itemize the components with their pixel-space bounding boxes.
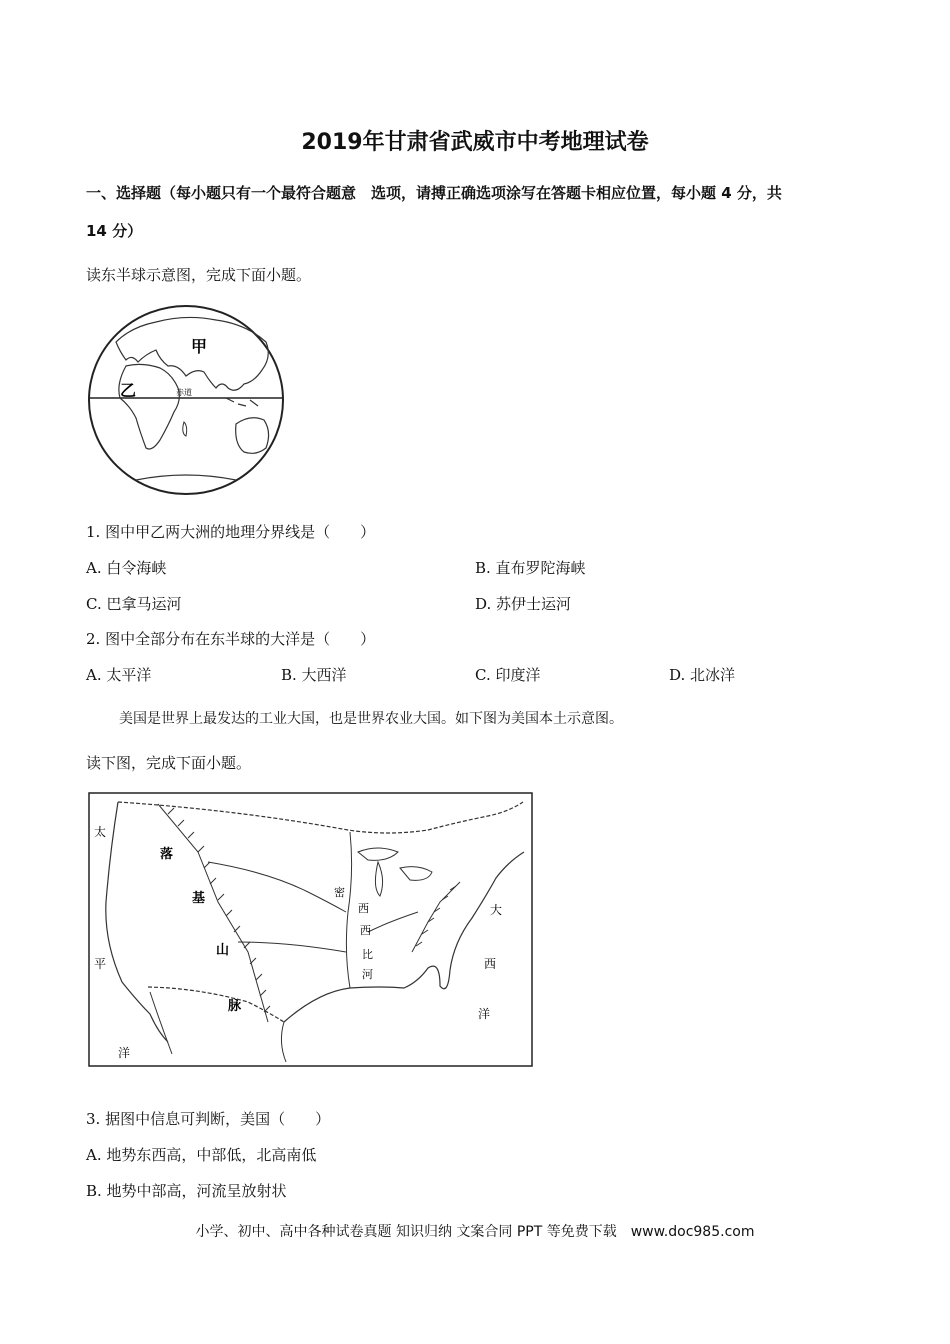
- east-hemisphere-map: [86, 302, 286, 498]
- label-mi: 密: [334, 886, 345, 899]
- section-heading-line1: 一、选择题（每小题只有一个最符合题意 选项，请搏正确选项涂写在答题卡相应位置，每小题 4 分，共: [86, 184, 782, 202]
- label-shan: 山: [216, 943, 230, 958]
- q2-option-c: C. 印度洋: [475, 666, 541, 684]
- page-title: 2019年甘肃省武威市中考地理试卷: [301, 130, 649, 155]
- page-footer: 小学、初中、高中各种试卷真题 知识归纳 文案合同 PPT 等免费下载 www.doc985.com: [195, 1224, 755, 1240]
- intro-east-hemisphere: 读东半球示意图，完成下面小题。: [86, 266, 312, 284]
- label-bi: 比: [362, 948, 373, 961]
- label-tai: 太: [94, 825, 107, 839]
- q2-option-b: B. 大西洋: [281, 666, 347, 684]
- q2-stem: 2. 图中全部分布在东半球的大洋是（ ）: [86, 630, 376, 648]
- label-ping: 平: [94, 957, 107, 971]
- label-da: 大: [490, 903, 503, 917]
- q3-stem: 3. 据图中信息可判断，美国（ ）: [86, 1110, 331, 1128]
- label-xi-2: 西: [360, 924, 371, 937]
- section-heading-line2: 14 分）: [86, 222, 143, 240]
- usa-map: [88, 792, 534, 1068]
- q2-option-d: D. 北冰洋: [669, 666, 736, 684]
- q1-option-c: C. 巴拿马运河: [86, 595, 182, 613]
- q1-option-d: D. 苏伊士运河: [475, 595, 572, 613]
- q1-option-b: B. 直布罗陀海峡: [475, 559, 586, 577]
- q1-stem: 1. 图中甲乙两大洲的地理分界线是（ ）: [86, 523, 376, 541]
- label-xi-1: 西: [358, 902, 369, 915]
- label-equator: 赤道: [176, 388, 192, 397]
- q3-option-a: A. 地势东西高，中部低，北高南低: [86, 1146, 317, 1164]
- intro-read-map: 读下图，完成下面小题。: [86, 754, 252, 772]
- label-yang-atlantic: 洋: [478, 1007, 491, 1021]
- q3-option-b: B. 地势中部高，河流呈放射状: [86, 1182, 287, 1200]
- label-ji: 基: [192, 891, 206, 906]
- q2-option-a: A. 太平洋: [86, 666, 152, 684]
- q1-option-a: A. 白令海峡: [86, 559, 167, 577]
- intro-usa: 美国是世界上最发达的工业大国，也是世界农业大国。如下图为美国本土示意图。: [119, 711, 623, 727]
- label-luo: 落: [160, 847, 174, 862]
- label-yi: 乙: [120, 381, 137, 400]
- label-mai: 脉: [228, 999, 242, 1014]
- label-jia: 甲: [191, 337, 208, 356]
- label-yang-pacific: 洋: [118, 1046, 131, 1060]
- label-he: 河: [362, 968, 373, 981]
- label-xi-atlantic: 西: [484, 957, 497, 971]
